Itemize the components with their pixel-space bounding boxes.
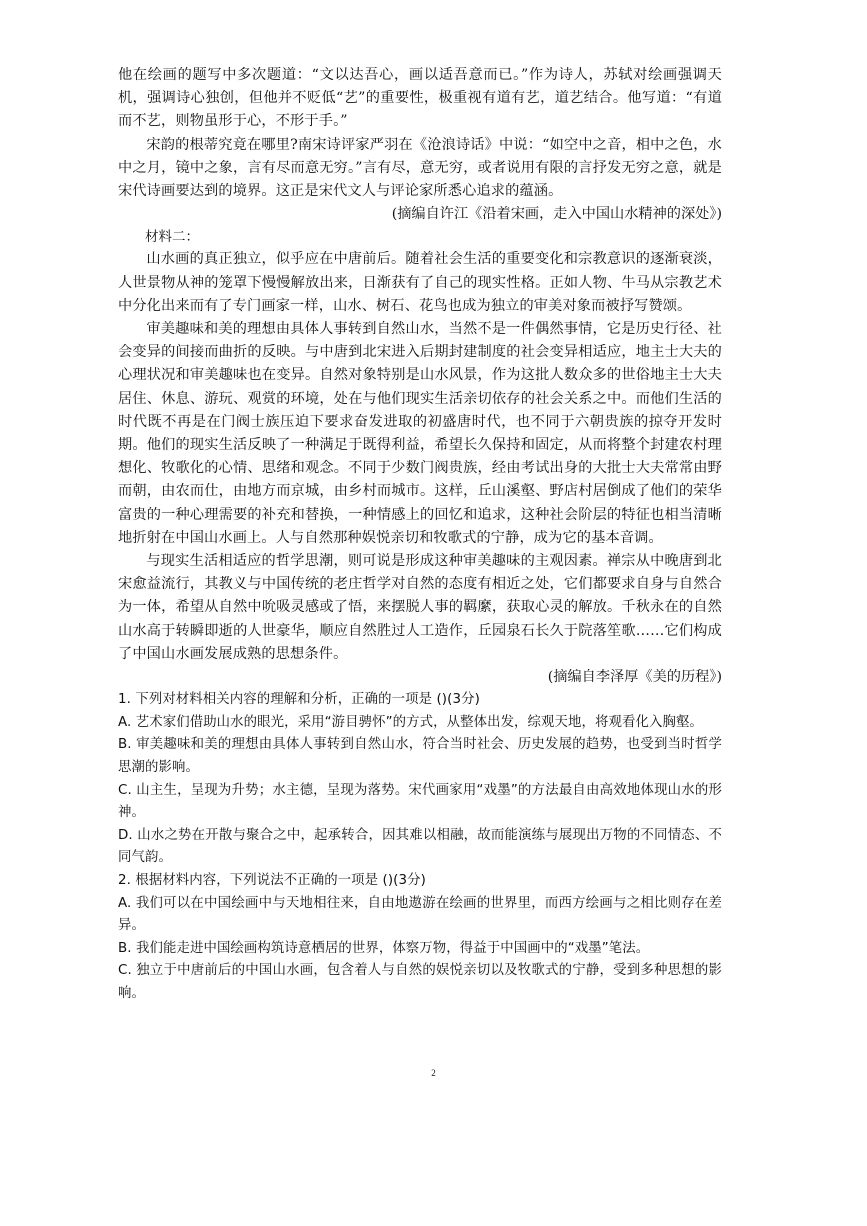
- material-2-label: 材料二：: [145, 229, 199, 246]
- question-1-option-b: B. 审美趣味和美的理想由具体人事转到自然山水，符合当时社会、历史发展的趋势，也受到当时哲学思潮的影响。: [118, 737, 722, 776]
- paragraph-landscape-independence: 山水画的真正独立，似乎应在中唐前后。随着社会生活的重要变化和宗教意识的逐渐衰淡，人世景物从神的笼罩下慢慢解放出来，日渐获有了自己的现实性格。正如人物、牛马从宗教艺术中分化出来而有了专门画家一样，山水、树石、花鸟也成为独立的审美对象而被抒写赞颂。: [118, 251, 722, 314]
- source-citation-1: (摘编自许江《沿着宋画，走入中国山水精神的深处》): [391, 206, 722, 223]
- question-2-option-c: C. 独立于中唐前后的中国山水画，包含着人与自然的娱悦亲切以及牧歌式的宁静，受到多种思想的影响。: [118, 963, 722, 1001]
- question-2-option-b: B. 我们能走进中国绘画构筑诗意栖居的世界，体察万物，得益于中国画中的“戏墨”笔法。: [118, 940, 650, 956]
- page-number: 2: [431, 1068, 436, 1078]
- question-1-option-a: A. 艺术家们借助山水的眼光，采用“游目骋怀”的方式，从整体出发，综观天地，将观看化入胸壑。: [118, 714, 703, 730]
- page-content: [118, 64, 722, 1006]
- source-citation-2: (摘编自李泽厚《美的历程》): [547, 669, 722, 686]
- paragraph-su-shi: 他在绘画的题写中多次题道：“文以达吾心，画以适吾意而已。”作为诗人，苏轼对绘画强调天机，强调诗心独创，但他并不贬低“艺”的重要性，极重视有道有艺，道艺结合。他写道：“有道而不艺，则物虽形于心，不形于手。”: [118, 67, 722, 130]
- question-1-stem: 1. 下列对材料相关内容的理解和分析，正确的一项是 ()(3分): [118, 692, 480, 708]
- question-1-option-c: C. 山主生，呈现为升势；水主德，呈现为落势。宋代画家用“戏墨”的方法最自由高效地体现山水的形神。: [118, 782, 722, 821]
- question-2-option-a: A. 我们可以在中国绘画中与天地相往来，自由地遨游在绘画的世界里，而西方绘画与之相比则存在差异。: [118, 895, 722, 934]
- question-1-option-d: D. 山水之势在开散与聚合之中，起承转合，因其难以相融，故而能演练与展现出万物的不同情态、不同气韵。: [118, 827, 722, 866]
- question-2-stem: 2. 根据材料内容，下列说法不正确的一项是 ()(3分): [118, 873, 426, 889]
- paragraph-song-yun: 宋韵的根蒂究竟在哪里?南宋诗评家严羽在《沧浪诗话》中说：“如空中之音，相中之色，水中之月，镜中之象，言有尽而意无穷。”言有尽，意无穷，或者说用有限的言抒发无穷之意，就是宋代诗画要达到的境界。这正是宋代文人与评论家所悉心追求的蕴涵。: [118, 136, 722, 200]
- paragraph-aesthetic-taste: 审美趣味和美的理想由具体人事转到自然山水，当然不是一件偶然事情，它是历史行径、社会变异的间接而曲折的反映。与中唐到北宋进入后期封建制度的社会变异相适应，地主士大夫的心理状况和审美趣味也在变异。自然对象特别是山水风景，作为这批人数众多的世俗地主士大夫居住、休息、游玩、观赏的环境，处在与他们现实生活亲切依存的社会关系之中。而他们生活的时代既不再是在门阀士族压迫下要求奋发进取的初盛唐时代，也不同于六朝贵族的掠夺开发时期。他们的现实生活反映了一种满足于既得利益，希望长久保持和固定，从而将整个封建农村理想化、牧歌化的心情、思绪和观念。不同于少数门阀贵族，经由考试出身的大批士大夫常常由野而朝，由农而仕，由地方而京城，由乡村而城市。这样，丘山溪壑、野店村居倒成了他们的荣华富贵的一种心理需要的补充和替换，一种情感上的回忆和追求，这种社会阶层的特征也相当清晰地折射在中国山水画上。人与自然那种娱悦亲切和牧歌式的宁静，成为它的基本音调。: [118, 321, 722, 546]
- paragraph-philosophy: 与现实生活相适应的哲学思潮，则可说是形成这种审美趣味的主观因素。禅宗从中晚唐到北宋愈益流行，其教义与中国传统的老庄哲学对自然的态度有相近之处，它们都要求自身与自然合为一体，希望从自然中吮吸灵感或了悟，来摆脱人事的羁縻，获取心灵的解放。千秋永在的自然山水高于转瞬即逝的人世豪华，顺应自然胜过人工造作，丘园泉石长久于院落笙歌……它们构成了中国山水画发展成熟的思想条件。: [118, 553, 722, 662]
